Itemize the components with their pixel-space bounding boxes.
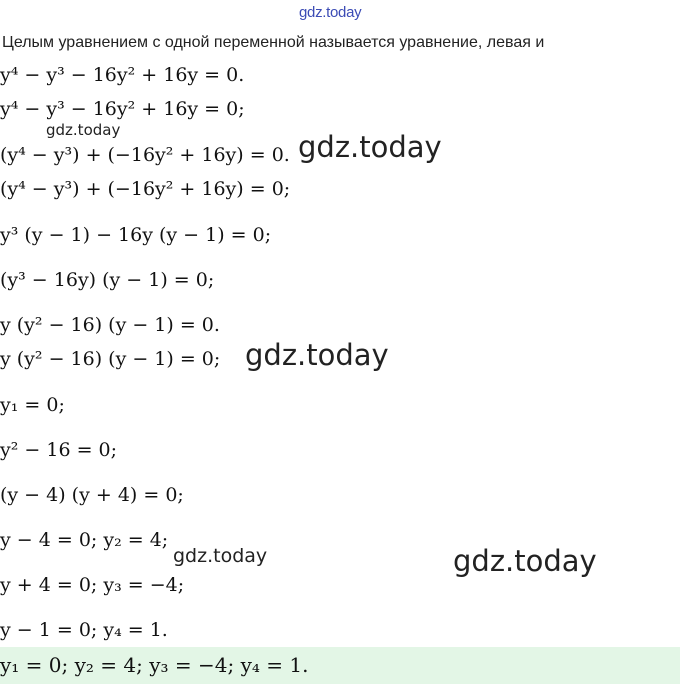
equation-line-8: y (y² − 16) (y − 1) = 0; xyxy=(0,348,221,370)
watermark-1: gdz.today xyxy=(46,121,121,139)
site-logo[interactable]: gdz.today xyxy=(299,4,362,21)
equation-line-2: y⁴ − y³ − 16y² + 16y = 0; xyxy=(0,98,245,120)
watermark-4: gdz.today xyxy=(173,545,268,567)
equation-line-10: y² − 16 = 0; xyxy=(0,439,118,461)
watermark-5: gdz.today xyxy=(453,544,597,578)
equation-line-1: y⁴ − y³ − 16y² + 16y = 0. xyxy=(0,64,245,86)
equation-line-7: y (y² − 16) (y − 1) = 0. xyxy=(0,314,220,336)
equation-line-6: (y³ − 16y) (y − 1) = 0; xyxy=(0,269,215,291)
equation-line-4: (y⁴ − y³) + (−16y² + 16y) = 0; xyxy=(0,178,291,200)
answer-line: y₁ = 0; y₂ = 4; y₃ = −4; y₄ = 1. xyxy=(0,653,309,677)
equation-line-9: y₁ = 0; xyxy=(0,394,65,416)
equation-line-14: y − 1 = 0; y₄ = 1. xyxy=(0,619,168,641)
intro-text: Целым уравнением с одной переменной называется уравнение, левая и xyxy=(2,34,545,51)
equation-line-13: y + 4 = 0; y₃ = −4; xyxy=(0,574,185,596)
watermark-3: gdz.today xyxy=(245,338,389,372)
equation-line-3: (y⁴ − y³) + (−16y² + 16y) = 0. xyxy=(0,144,290,166)
equation-line-11: (y − 4) (y + 4) = 0; xyxy=(0,484,184,506)
equation-line-5: y³ (y − 1) − 16y (y − 1) = 0; xyxy=(0,224,272,246)
equation-line-12: y − 4 = 0; y₂ = 4; xyxy=(0,529,169,551)
watermark-2: gdz.today xyxy=(298,130,442,164)
